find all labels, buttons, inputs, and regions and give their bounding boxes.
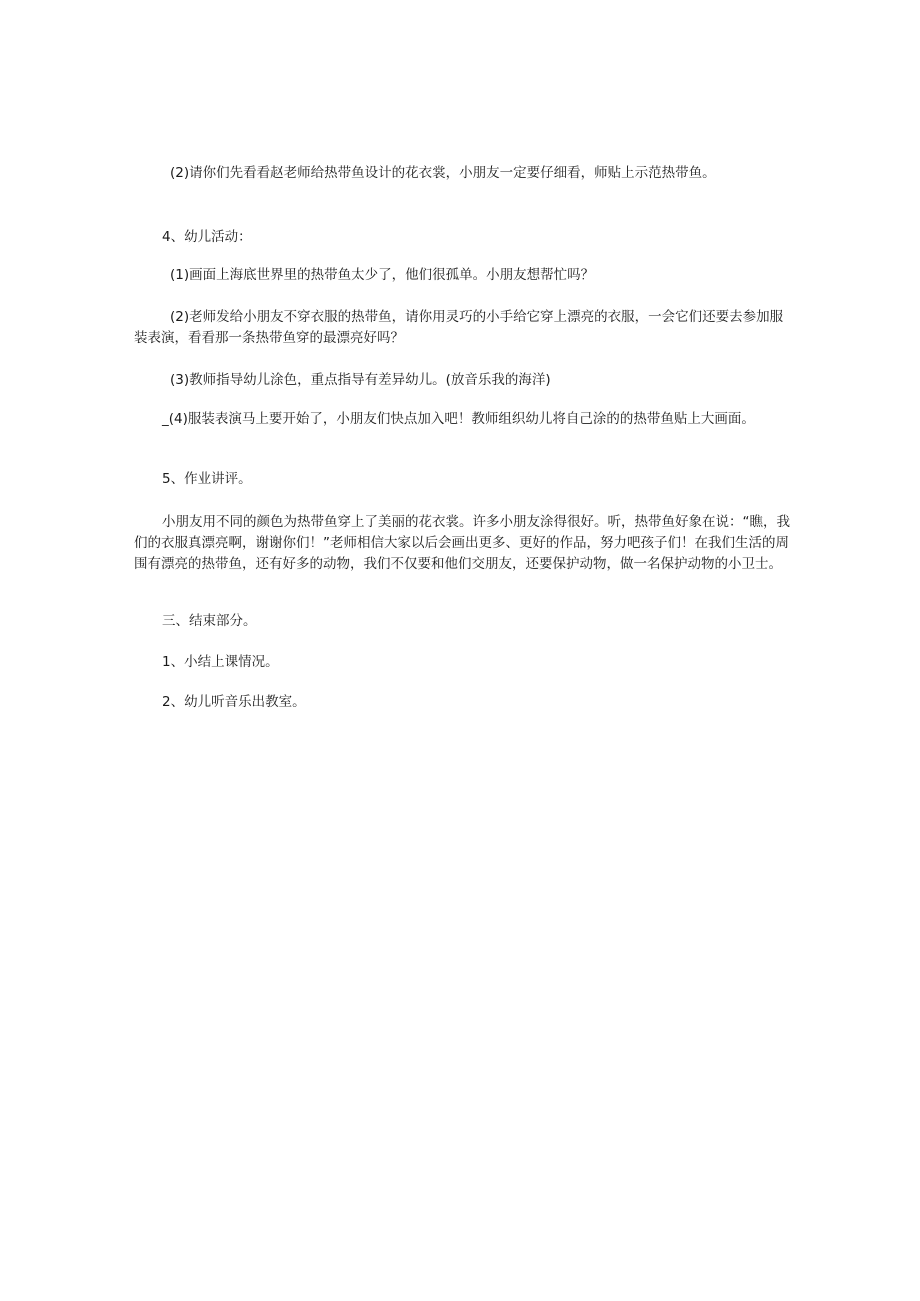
heading-homework-review: 5、作业讲评。 bbox=[162, 471, 252, 487]
paragraph-step-3-2: (2)请你们先看看赵老师给热带鱼设计的花衣裳，小朋友一定要仔细看，师贴上示范热带鱼。 bbox=[170, 165, 716, 181]
heading-ending-part: 三、结束部分。 bbox=[162, 613, 257, 629]
heading-child-activity: 4、幼儿活动： bbox=[162, 229, 252, 245]
paragraph-activity-3: (3)教师指导幼儿涂色，重点指导有差异幼儿。(放音乐我的海洋) bbox=[170, 372, 551, 388]
paragraph-activity-2: (2)老师发给小朋友不穿衣服的热带鱼，请你用灵巧的小手给它穿上漂亮的衣服，一会它们还要去参加服装表演，看看那一条热带鱼穿的最漂亮好吗？ bbox=[134, 309, 784, 346]
paragraph-activity-1: (1)画面上海底世界里的热带鱼太少了，他们很孤单。小朋友想帮忙吗？ bbox=[170, 267, 595, 283]
paragraph-ending-1: 1、小结上课情况。 bbox=[162, 654, 279, 670]
paragraph-activity-4: _(4)服装表演马上要开始了，小朋友们快点加入吧！教师组织幼儿将自己涂的的热带鱼贴上大画面。 bbox=[162, 411, 755, 427]
paragraph-ending-2: 2、幼儿听音乐出教室。 bbox=[162, 694, 306, 710]
paragraph-review-body: 小朋友用不同的颜色为热带鱼穿上了美丽的花衣裳。许多小朋友涂得很好。听，热带鱼好象在说：“瞧，我们的衣服真漂亮啊，谢谢你们！”老师相信大家以后会画出更多、更好的作品，努力吧孩子们！在我们生活的周围有漂亮的热带鱼，还有好多的动物，我们不仅要和他们交朋友，还要保护动物，做一名保护动物的小卫士。 bbox=[134, 514, 790, 572]
